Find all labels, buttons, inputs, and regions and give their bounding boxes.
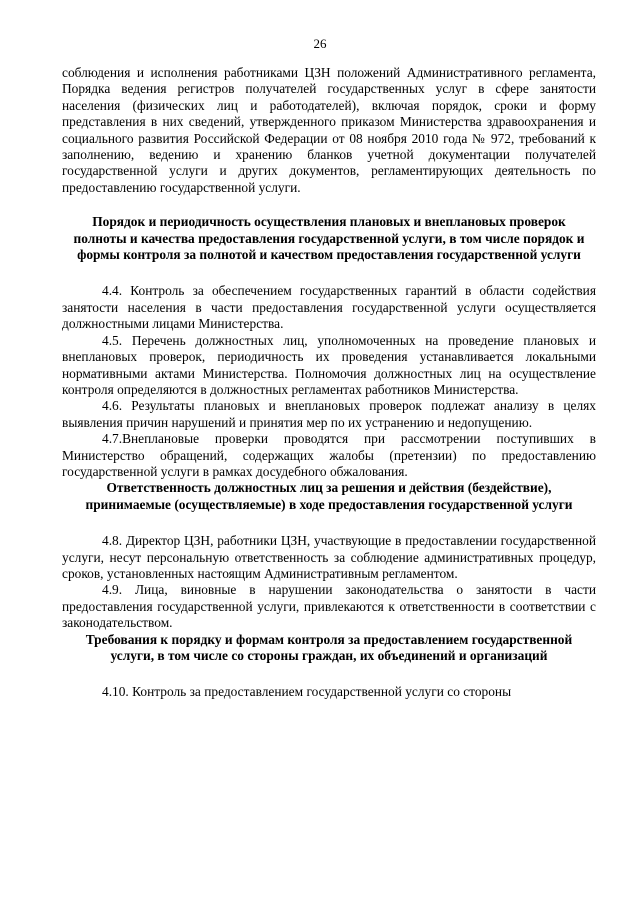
page-number: 26 bbox=[313, 36, 327, 51]
paragraph-4-9: 4.9. Лица, виновные в нарушении законодательства о занятости в части предоставления государственной услуги, привлекаются к ответственности в соответствии с законодательством. bbox=[62, 582, 596, 631]
paragraph-4-4: 4.4. Контроль за обеспечением государственных гарантий в области содействия занятости населения в части предоставления государственной услуги осуществляется должностными лицами Министерства. bbox=[62, 283, 596, 332]
page-content bbox=[62, 65, 596, 701]
intro-paragraph: соблюдения и исполнения работниками ЦЗН положений Административного регламента, Порядка ведения регистров получателей государственных услуг в сфере занятости населения (физических лиц и работодателей), включая порядок, сроки и форму представления в них сведений, утвержденного приказом Министерства здравоохранения и социального развития Российской Федерации от 08 ноября 2010 года № 972, требований к заполнению, ведению и хранению бланков учетной документации получателей государственной услуги и других документов, регламентирующих деятельность по предоставлению государственной услуги. bbox=[62, 65, 596, 195]
section-heading-responsibility: Ответственность должностных лиц за решения и действия (бездействие), принимаемые (осуществляемые) в ходе предоставления государственной услуги bbox=[85, 480, 573, 512]
paragraph-4-5: 4.5. Перечень должностных лиц, уполномоченных на проведение плановых и внеплановых проверок, периодичность их проведения устанавливается локальными нормативными актами Министерства. Полномочия должностных лиц на осуществление контроля определяются в должностных регламентах работников Министерства. bbox=[62, 332, 596, 397]
paragraph-4-6: 4.6. Результаты плановых и внеплановых проверок подлежат анализу в целях выявления причин нарушений и принятия мер по их устранению и недопущению. bbox=[62, 398, 596, 430]
paragraph-4-7: 4.7.Внеплановые проверки проводятся при рассмотрении поступивших в Министерство обращений, содержащих жалобы (претензии) по предоставлению государственной услуги в рамках досудебного обжалования. bbox=[62, 431, 596, 479]
section-heading-control-requirements: Требования к порядку и формам контроля за предоставлением государственной услуги, в том числе со стороны граждан, их объединений и организаций bbox=[85, 631, 573, 663]
paragraph-4-8: 4.8. Директор ЦЗН, работники ЦЗН, участвующие в предоставлении государственной услуги, несут персональную ответственность за соблюдение административных процедур, сроков, установленных настоящим Административным регламентом. bbox=[62, 533, 596, 581]
paragraph-4-10: 4.10. Контроль за предоставлением государственной услуги со стороны bbox=[102, 684, 512, 700]
section-heading-inspections: Порядок и периодичность осуществления плановых и внеплановых проверок полноты и качества предоставления государственной услуги, в том числе порядок и формы контроля за полнотой и качеством предоставления государственной услуги bbox=[73, 214, 585, 263]
